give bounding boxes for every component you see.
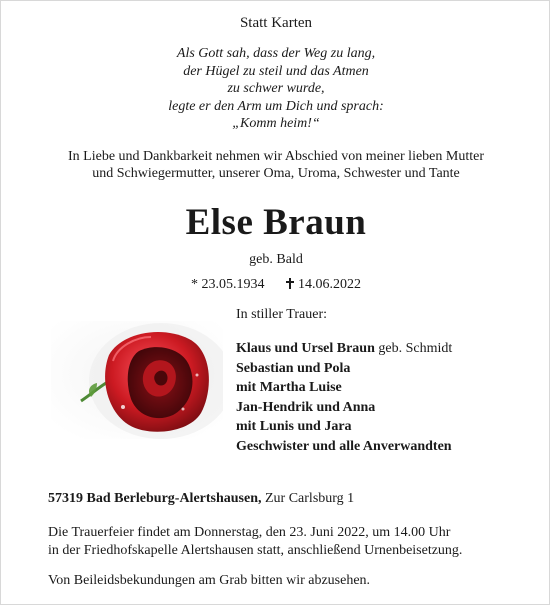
- service-line: Die Trauerfeier findet am Donnerstag, den 23. Juni 2022, um 14.00 Uhr: [48, 525, 451, 540]
- cross-icon: [286, 278, 295, 289]
- intro-line: In Liebe und Dankbarkeit nehmen wir Abschied von meiner lieben Mutter: [68, 149, 484, 164]
- poem-line: „Komm heim!“: [232, 116, 320, 132]
- mourner-line: [236, 417, 452, 437]
- poem: [1, 45, 550, 133]
- mourner-birthname: geb. Schmidt: [374, 341, 453, 356]
- deceased-name: Else Braun: [185, 202, 367, 243]
- mourner-name: mit Martha Luise: [236, 380, 342, 396]
- mourner-name: Sebastian und Pola: [236, 360, 351, 376]
- mourner-line: [236, 359, 452, 379]
- death-date-group: [286, 277, 361, 293]
- poem-line: zu schwer wurde,: [227, 81, 325, 97]
- mourning-label: In stiller Trauer:: [236, 307, 327, 322]
- header-text: Statt Karten: [239, 15, 313, 31]
- poem-line: der Hügel zu steil und das Atmen: [183, 63, 369, 79]
- life-dates: [1, 277, 550, 293]
- poem-line: legte er den Arm um Dich und sprach:: [168, 98, 384, 114]
- service-line: in der Friedhofskapelle Alertshausen statt, anschließend Urnenbeisetzung.: [48, 542, 463, 558]
- condolence-notice: Von Beileidsbekundungen am Grab bitten wir abzusehen.: [48, 573, 371, 588]
- intro-line: und Schwiegermutter, unserer Oma, Uroma, Schwester und Tante: [92, 166, 460, 181]
- mourner-name: Jan-Hendrik und Anna: [236, 399, 376, 415]
- mourner-line: [236, 378, 452, 398]
- mourner-name: Klaus und Ursel Braun: [236, 341, 375, 356]
- mourner-name: Geschwister und alle Anverwandten: [236, 438, 452, 454]
- address-place: 57319 Bad Berleburg-Alertshausen,: [48, 491, 262, 506]
- address: [48, 491, 354, 507]
- service-info: [48, 524, 462, 559]
- mourner-line: [236, 437, 452, 457]
- address-street: Zur Carlsburg 1: [261, 491, 355, 506]
- death-date: 14.06.2022: [298, 277, 361, 292]
- birth-name: geb. Bald: [249, 252, 303, 267]
- rose-image: [51, 321, 223, 439]
- intro-text: [1, 148, 550, 182]
- birth-date: * 23.05.1934: [191, 277, 265, 292]
- mourners-list: [236, 339, 452, 457]
- poem-line: Als Gott sah, dass der Weg zu lang,: [176, 46, 376, 61]
- mourner-line: [236, 398, 452, 418]
- mourner-line: [236, 339, 452, 359]
- mourner-name: mit Lunis und Jara: [236, 419, 352, 435]
